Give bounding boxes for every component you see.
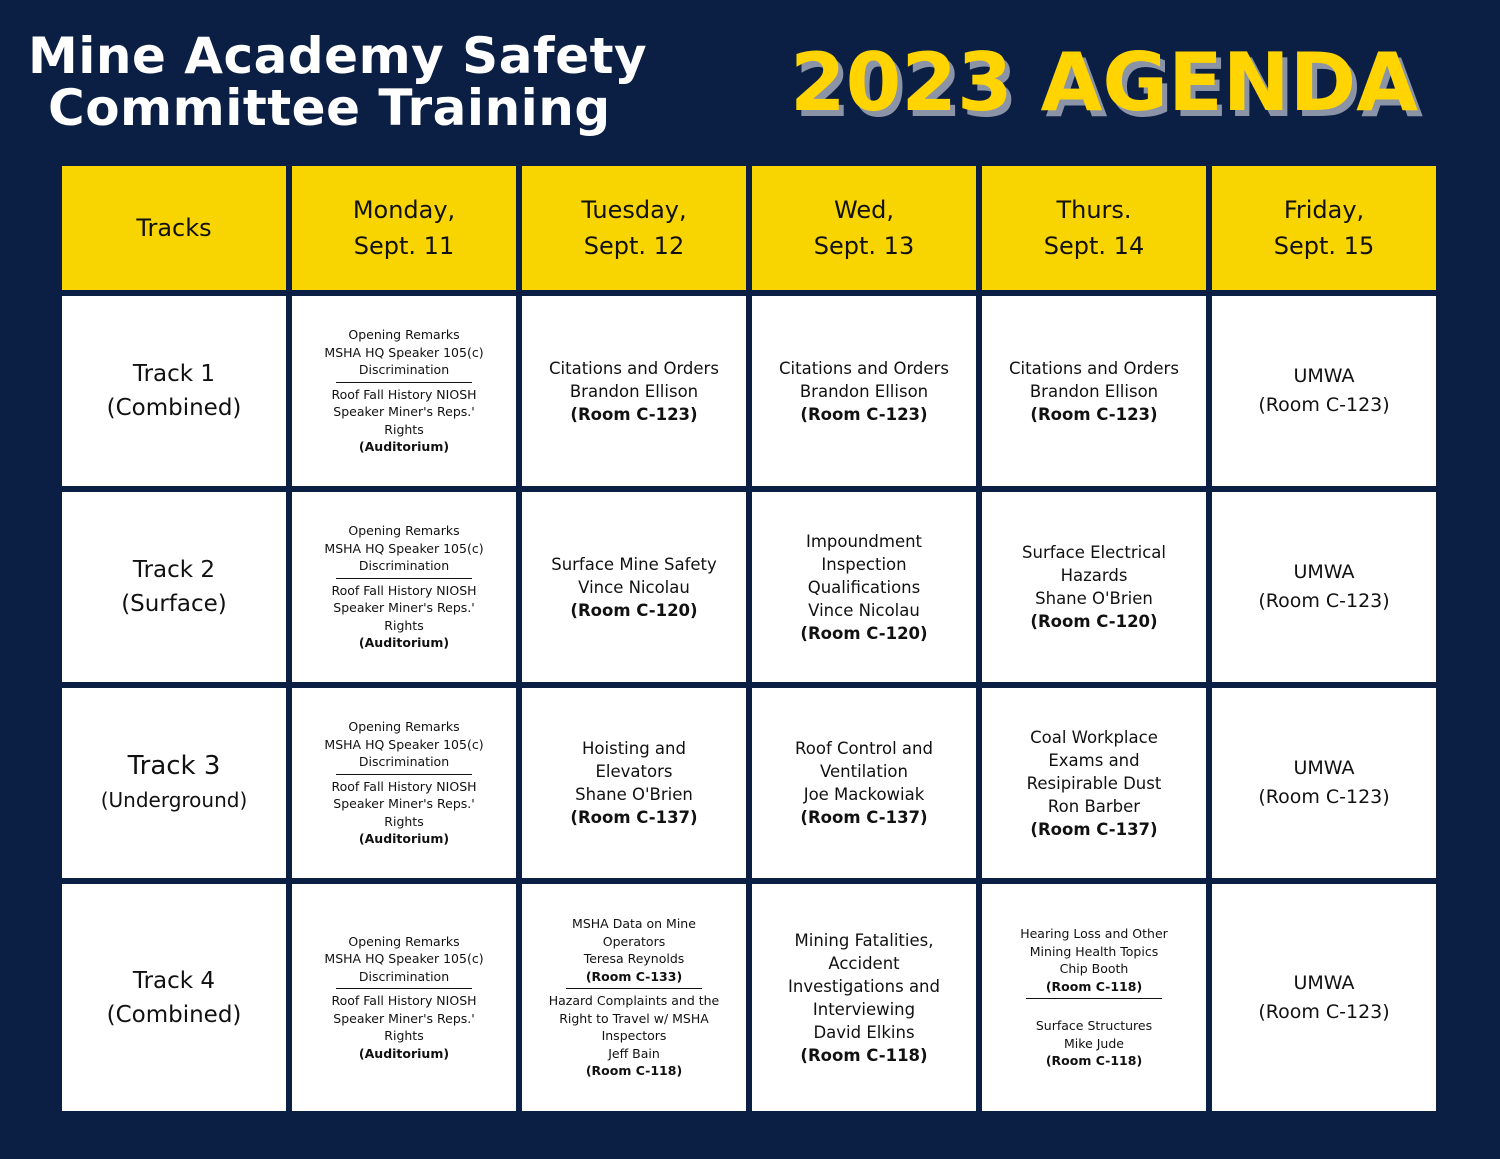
header-thursday [980,164,1208,292]
session-title: MSHA HQ Speaker 105(c) [324,344,484,360]
session-title: Ventilation [820,762,908,781]
session-speaker: Shane O'Brien [1035,589,1153,608]
header-day: Wed, [834,196,894,224]
session-title: Impoundment [805,531,923,551]
session-room: (Auditorium) [358,439,450,455]
session-speaker: Teresa Reynolds [583,951,685,967]
header-date: Sept. 12 [583,232,685,260]
session-speaker: Brandon Ellison [1029,381,1159,401]
session-title: Operators [602,933,666,949]
session-room: (Room C-120) [1030,612,1158,631]
session-speaker: Joe Mackowiak [803,785,925,804]
track-2-thursday [980,490,1208,684]
session-room: (Auditorium) [358,635,450,651]
track-1-wednesday [750,294,978,488]
session-room: (Auditorium) [358,831,450,847]
session-title: Roof Fall History NIOSH [331,386,477,402]
session-title: Roof Fall History NIOSH [331,778,477,794]
session-title: Discrimination [358,754,450,770]
session-room: (Room C-123) [570,404,698,424]
divider [336,988,472,989]
session-title: UMWA [1293,561,1355,583]
session-title: Right to Travel w/ MSHA [559,1010,709,1026]
session-room: (Room C-118) [1045,978,1143,994]
track-subtitle: (Combined) [106,1001,242,1028]
session-title: Coal Workplace [1030,727,1158,747]
header-date: Sept. 15 [1273,232,1375,260]
session-title: MSHA HQ Speaker 105(c) [324,540,484,556]
session-room: (Room C-137) [570,808,698,827]
track-2-tuesday [520,490,748,684]
session-title: Hearing Loss and Other [1020,926,1168,942]
header-tracks [60,164,288,292]
session-room: (Room C-120) [800,623,928,643]
session-speaker: Brandon Ellison [569,381,699,401]
session-title: Speaker Miner's Reps.' [333,600,475,616]
header-date: Sept. 11 [353,232,455,260]
track-1-thursday [980,294,1208,488]
header-tuesday [520,164,748,292]
session-title: Rights [384,1028,424,1044]
session-room: (Room C-123) [1258,1000,1390,1023]
session-title: Roof Fall History NIOSH [331,993,477,1009]
divider [336,578,472,579]
session-title: Interviewing [812,999,916,1019]
session-title: Speaker Miner's Reps.' [333,404,475,420]
divider [336,774,472,775]
session-room: (Auditorium) [358,1045,450,1061]
session-title: Speaker Miner's Reps.' [333,796,475,812]
session-title: Opening Remarks [348,719,460,735]
track-1-monday [290,294,518,488]
session-room: (Room C-118) [585,1063,683,1079]
track-3-thursday [980,686,1208,880]
session-title: UMWA [1293,971,1355,994]
session-title: Citations and Orders [779,358,949,378]
track-4-thursday [980,882,1208,1113]
track-subtitle: (Surface) [121,591,227,617]
session-title: Citations and Orders [1009,358,1179,378]
session-room: (Room C-137) [1030,819,1158,839]
session-speaker: Vince Nicolau [808,600,920,620]
header-tracks-label: Tracks [136,214,212,242]
track-4-monday [290,882,518,1113]
session-title: Resipirable Dust [1026,773,1162,793]
session-speaker: David Elkins [813,1022,915,1042]
session-title: Surface Structures [1035,1018,1153,1034]
session-room: (Room C-137) [800,808,928,827]
session-room: (Room C-123) [1258,590,1390,612]
session-room: (Room C-123) [1258,786,1390,808]
header-date: Sept. 14 [1043,232,1145,260]
session-speaker: Ron Barber [1047,796,1141,816]
track-4-label [60,882,288,1113]
header-day: Friday, [1283,196,1365,224]
session-title: Discrimination [358,558,450,574]
session-title: Opening Remarks [348,523,460,539]
session-speaker: Vince Nicolau [578,577,690,597]
session-speaker: Chip Booth [1059,961,1129,977]
session-title: Hazards [1060,566,1128,585]
session-room: (Room C-133) [585,968,683,984]
track-1-tuesday [520,294,748,488]
session-title: Discrimination [358,968,450,984]
session-room: (Room C-123) [1030,404,1158,424]
session-title: UMWA [1293,757,1355,779]
session-title: Mining Fatalities, [794,930,934,950]
session-title: UMWA [1293,365,1355,387]
session-title: Inspectors [601,1028,667,1044]
session-speaker: Jeff Bain [608,1045,660,1061]
track-3-label [60,686,288,880]
track-3-tuesday [520,686,748,880]
session-title: Rights [384,421,424,437]
session-title: MSHA HQ Speaker 105(c) [324,951,484,967]
track-4-tuesday [520,882,748,1113]
agenda-table [60,164,1438,1113]
session-title: Inspection [821,554,907,574]
track-2-wednesday [750,490,978,684]
session-title: Exams and [1048,750,1140,770]
session-room: (Room C-118) [1045,1053,1143,1069]
title-line-2: Committee Training [48,79,611,137]
session-title: Investigations and [788,976,940,996]
session-room: (Room C-118) [800,1045,928,1065]
title-line-1: Mine Academy Safety [28,27,648,85]
session-title: Rights [384,617,424,633]
session-room: (Room C-120) [570,600,698,620]
session-title: Elevators [595,762,673,781]
track-1-friday [1210,294,1438,488]
session-title: Mining Health Topics [1029,943,1159,959]
session-title: MSHA Data on Mine [572,916,696,932]
header-date: Sept. 13 [813,232,915,260]
track-1-label [60,294,288,488]
track-4-friday [1210,882,1438,1113]
session-title: Citations and Orders [549,358,719,378]
session-title: Hoisting and [582,739,686,758]
session-title: Roof Control and [795,739,933,758]
track-subtitle: (Underground) [100,788,248,812]
track-name: Track 1 [132,361,216,387]
agenda-heading: 2023 AGENDA [790,36,1419,129]
header-friday [1210,164,1438,292]
session-title: Speaker Miner's Reps.' [333,1010,475,1026]
header-day: Monday, [352,196,456,224]
track-3-wednesday [750,686,978,880]
session-speaker: Shane O'Brien [575,785,693,804]
track-name: Track 2 [132,557,216,583]
divider [336,382,472,383]
track-2-label [60,490,288,684]
header-day: Tuesday, [581,196,687,224]
session-speaker: Brandon Ellison [799,381,929,401]
track-3-friday [1210,686,1438,880]
session-title: Roof Fall History NIOSH [331,582,477,598]
session-title: Surface Electrical [1022,543,1166,562]
track-name: Track 4 [132,967,216,994]
session-speaker: Mike Jude [1064,1035,1124,1051]
divider [1026,998,1162,999]
session-title: Opening Remarks [348,327,460,343]
track-3-monday [290,686,518,880]
session-title: Surface Mine Safety [551,554,717,574]
session-room: (Room C-123) [800,404,928,424]
session-title: Discrimination [358,362,450,378]
page-title [28,27,648,137]
track-subtitle: (Combined) [106,395,242,421]
track-name: Track 3 [127,751,221,781]
header-wednesday [750,164,978,292]
divider [566,988,702,989]
header-day: Thurs. [1056,196,1132,224]
session-title: MSHA HQ Speaker 105(c) [324,736,484,752]
session-title: Accident [828,953,900,973]
header-monday [290,164,518,292]
session-room: (Room C-123) [1258,394,1390,416]
track-2-monday [290,490,518,684]
track-4-wednesday [750,882,978,1113]
track-2-friday [1210,490,1438,684]
session-title: Opening Remarks [348,933,460,949]
session-title: Qualifications [807,577,921,597]
session-title: Rights [384,813,424,829]
session-title: Hazard Complaints and the [548,993,720,1009]
